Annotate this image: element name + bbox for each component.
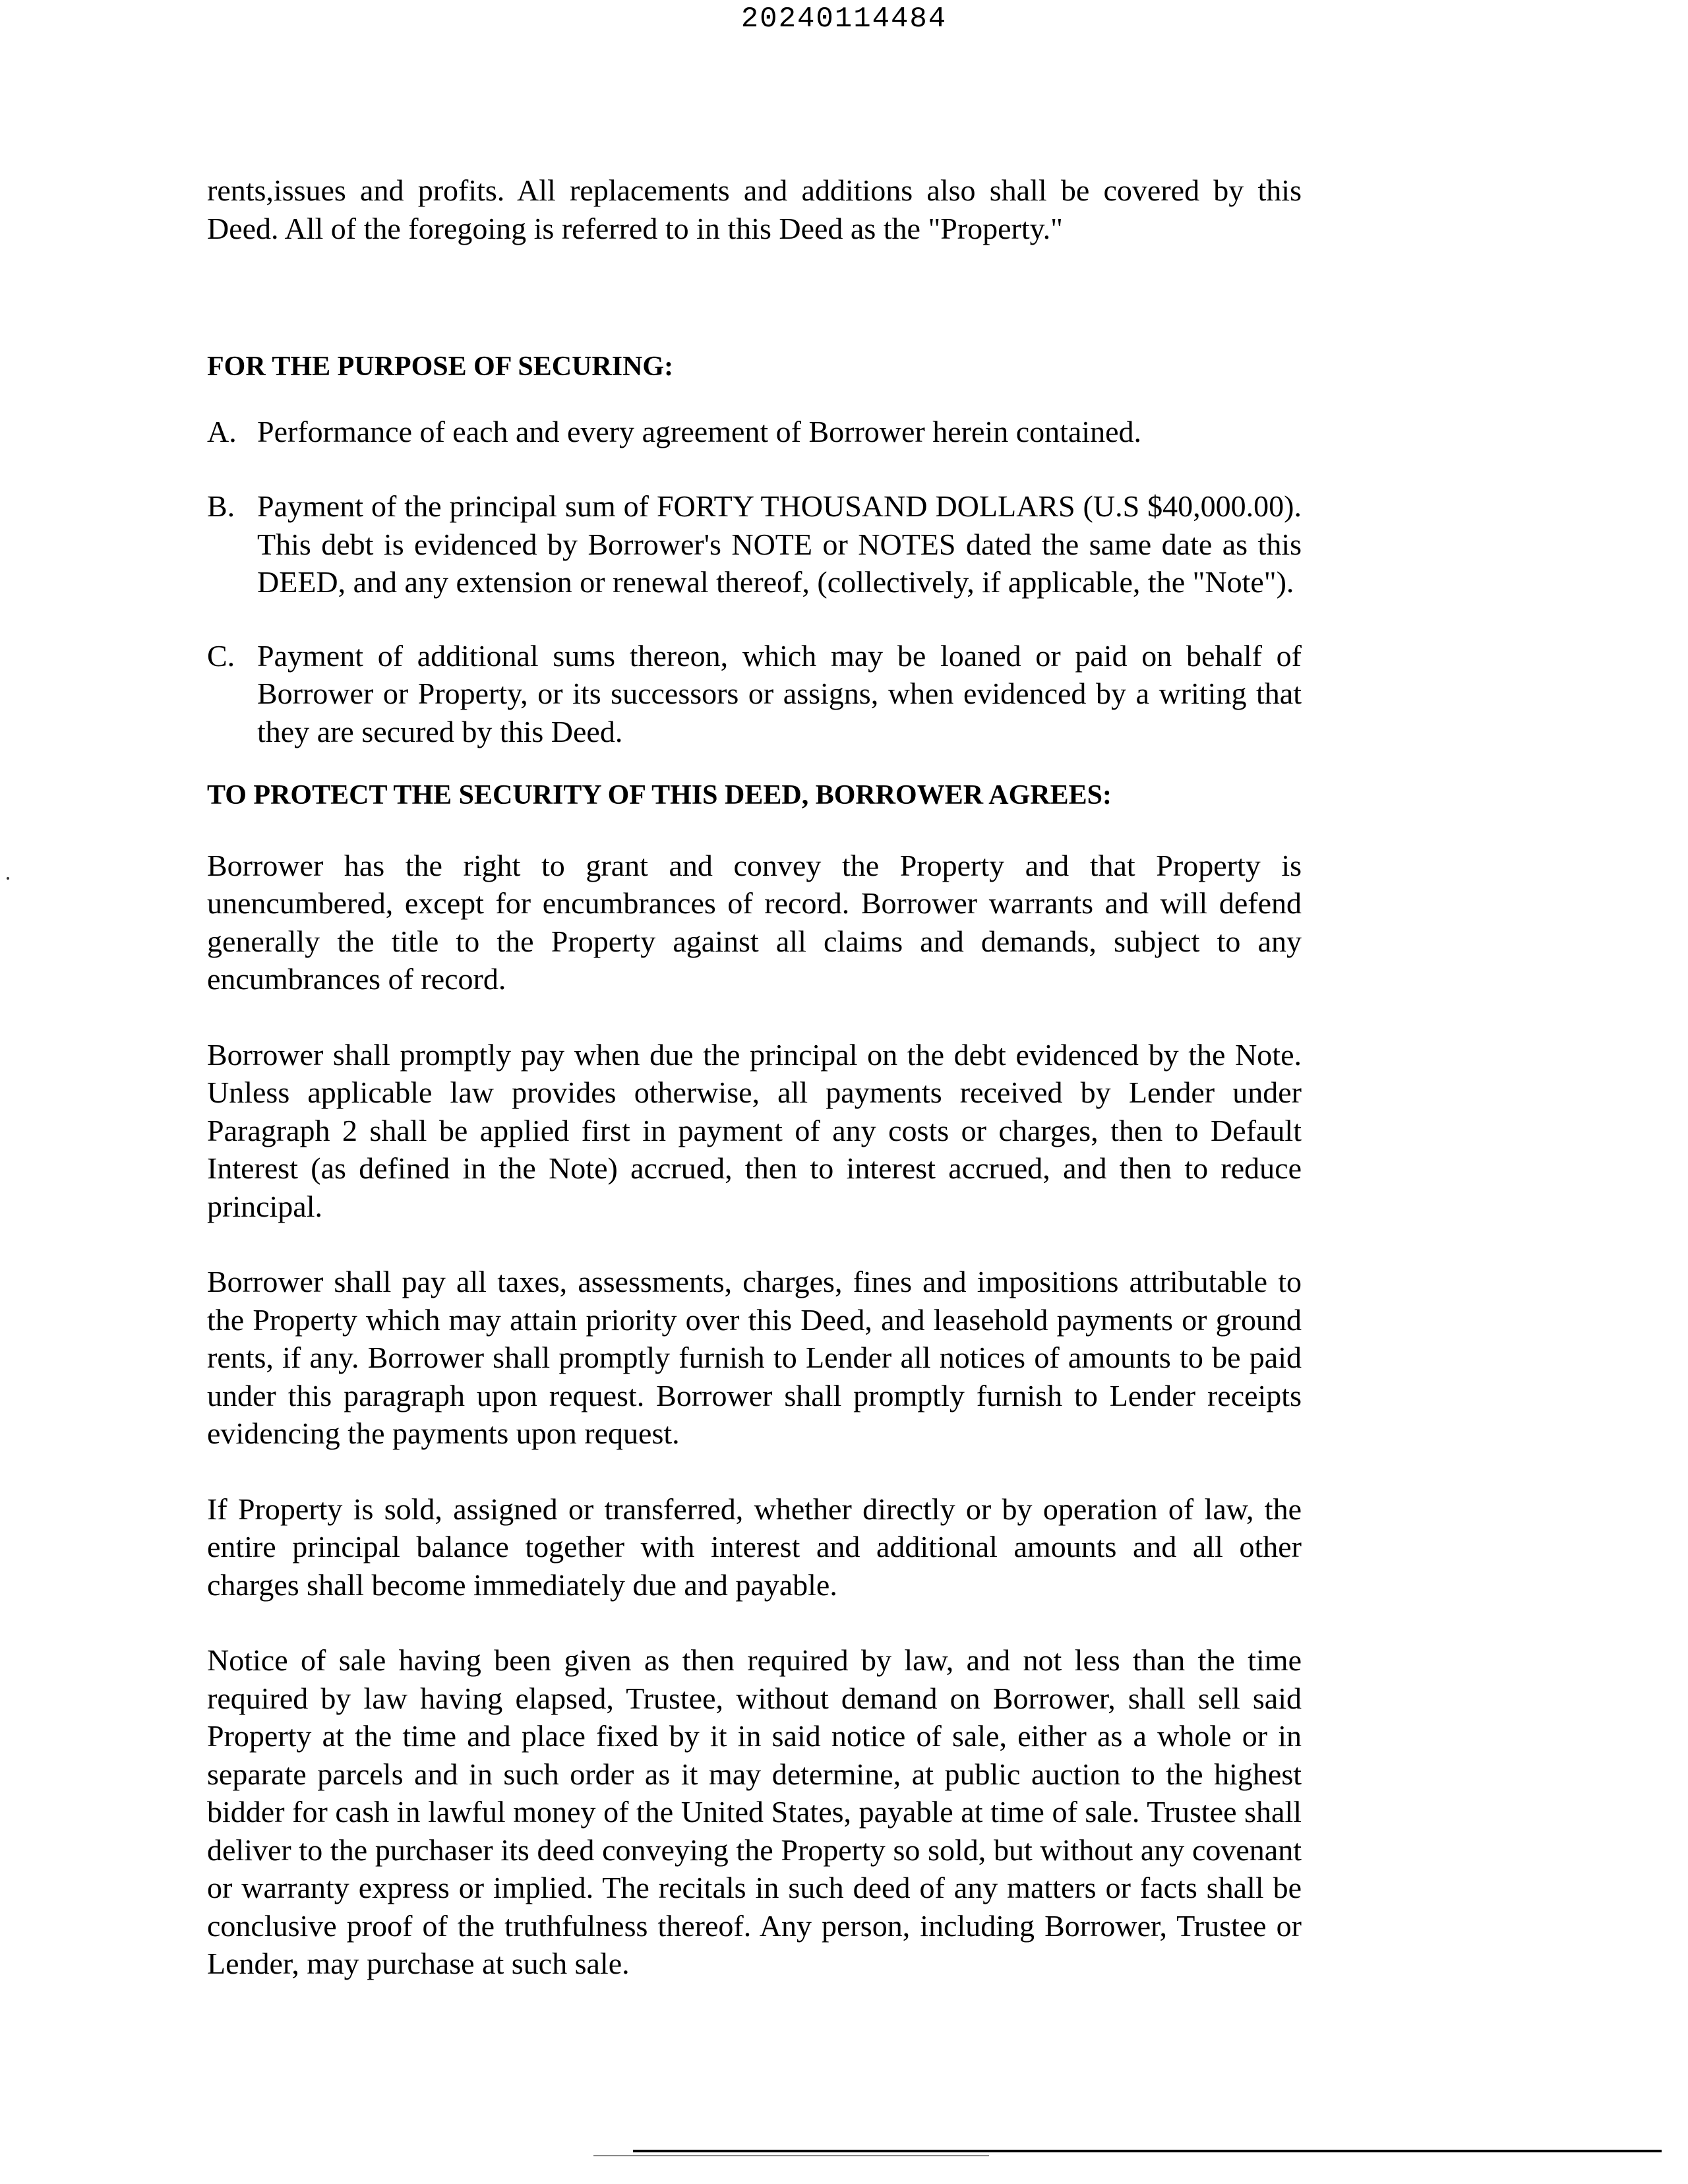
- item-text: Payment of additional sums thereon, which may be loaned or paid on behalf of Borrower or Property, or its successors or assigns, when evidenced by a writing that they are secured by this Deed.: [257, 638, 1302, 748]
- scan-speck: [7, 877, 9, 880]
- deed-body: [207, 171, 1302, 1983]
- protect-heading: TO PROTECT THE SECURITY OF THIS DEED, BORROWER AGREES:: [207, 780, 1112, 810]
- bottom-rule: [633, 2150, 1662, 2152]
- covenant-paragraph: Borrower shall promptly pay when due the principal on the debt evidenced by the Note. Unless applicable law provides otherwise, all payments received by Lender under Paragraph 2 shall be applied first in payment of any costs or charges, then to Default Interest (as defined in the Note) accrued, then to interest accrued, and then to reduce principal.: [207, 1037, 1302, 1223]
- item-text: Payment of the principal sum of FORTY THOUSAND DOLLARS (U.S $40,000.00). This debt is evidenced by Borrower's NOTE or NOTES dated the same date as this DEED, and any extension or renewal thereof, (collectively, if applicable, the "Note").: [257, 489, 1302, 599]
- purpose-item-c: [207, 637, 1302, 751]
- document-number: 20240114484: [740, 3, 948, 36]
- purpose-item-a: [207, 413, 1302, 451]
- intro-paragraph: rents,issues and profits. All replacements and additions also shall be covered by this Deed. All of the foregoing is referred to in this Deed as the "Property.": [207, 173, 1302, 245]
- bottom-rule-faint: [593, 2155, 989, 2156]
- covenant-paragraph: Borrower shall pay all taxes, assessments, charges, fines and impositions attributable to the Property which may attain priority over this Deed, and leasehold payments or ground rents, if any. Borrower shall promptly furnish to Lender all notices of amounts to be paid under this paragraph upon request. Borrower shall promptly furnish to Lender receipts evidencing the payments upon request.: [207, 1265, 1302, 1450]
- covenant-paragraph: Borrower has the right to grant and convey the Property and that Property is unencumbered, except for encumbrances of record. Borrower warrants and will defend generally the title to the Property against all claims and demands, subject to any encumbrances of record.: [207, 848, 1302, 996]
- covenant-paragraph: If Property is sold, assigned or transferred, whether directly or by operation of law, the entire principal balance together with interest and additional amounts and all other charges shall become immediately due and payable.: [207, 1492, 1302, 1602]
- item-text: Performance of each and every agreement of Borrower herein contained.: [257, 414, 1142, 448]
- item-letter: B.: [207, 489, 235, 523]
- covenant-paragraph: Notice of sale having been given as then required by law, and not less than the time required by law having elapsed, Trustee, without demand on Borrower, shall sell said Property at the time and place fixed by it in said notice of sale, either as a whole or in separate parcels and in such order as it may determine, at public auction to the highest bidder for cash in lawful money of the United States, payable at time of sale. Trustee shall deliver to the purchaser its deed conveying the Property so sold, but without any covenant or warranty express or implied. The recitals in such deed of any matters or facts shall be conclusive proof of the truthfulness thereof. Any person, including Borrower, Trustee or Lender, may purchase at such sale.: [207, 1643, 1302, 1980]
- purpose-heading: FOR THE PURPOSE OF SECURING:: [207, 351, 674, 382]
- purpose-item-b: [207, 487, 1302, 601]
- item-letter: A.: [207, 414, 237, 448]
- item-letter: C.: [207, 638, 235, 673]
